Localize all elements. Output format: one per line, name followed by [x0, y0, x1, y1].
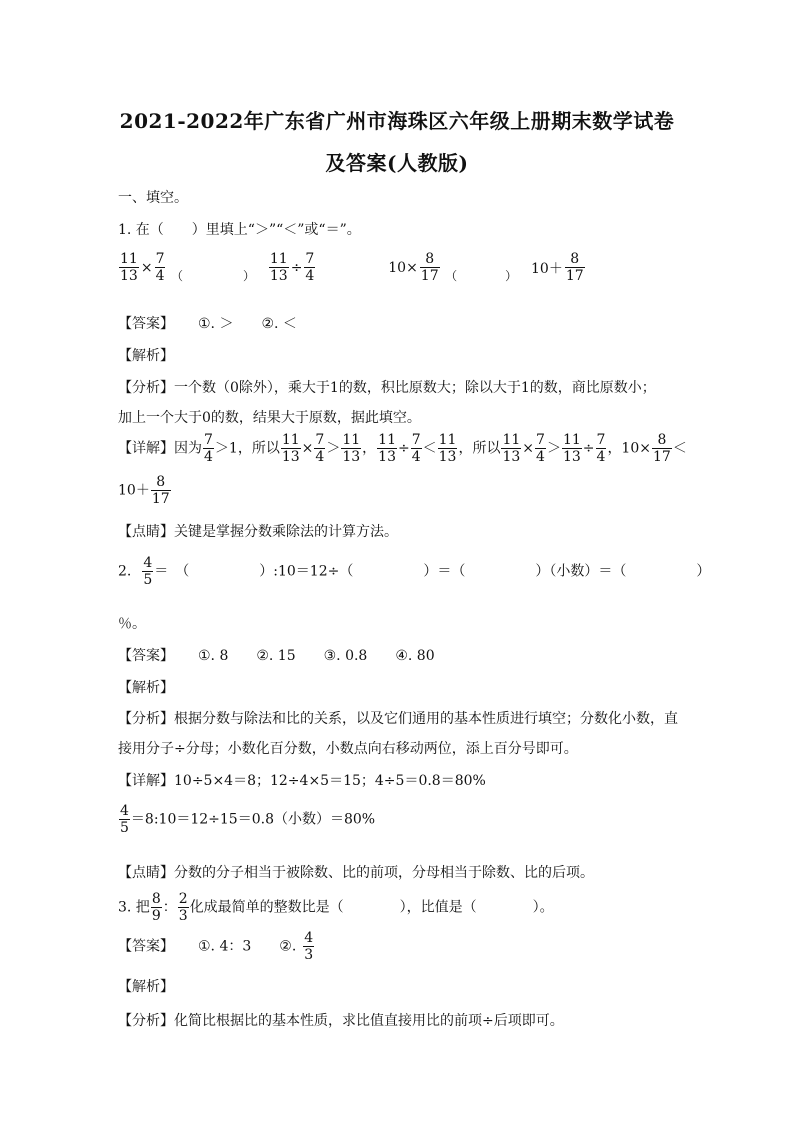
fraction: $\frac{11}{13}$ — [269, 251, 288, 285]
detail-label: 【详解】 — [118, 440, 174, 457]
question-text: 化成最简单的整数比是（ ），比值是（ ）。 — [189, 899, 554, 916]
detail-text: ，所以 — [458, 440, 501, 457]
fraction: $\frac{7}{4}$ — [155, 251, 165, 285]
operator: ＞ — [546, 440, 561, 457]
fraction: $\frac{7}{4}$ — [411, 432, 421, 466]
operator: ＞ — [326, 440, 341, 457]
answer-label: 【答案】 — [118, 938, 174, 955]
equation-text: ＝8:10＝12÷15＝0.8（小数）＝80% — [130, 811, 376, 828]
fraction: $\frac{11}{13}$ — [562, 432, 581, 466]
fraction: $\frac{8}{9}$ — [151, 891, 161, 925]
fraction: $\frac{8}{17}$ — [652, 432, 671, 466]
question-2-dianjing — [118, 862, 594, 882]
fenxi-text: 根据分数与除法和比的关系，以及它们通用的基本性质进行填空；分数化小数，直 — [174, 711, 678, 727]
document-title-line-1: 2021-2022年广东省广州市海珠区六年级上册期末数学试卷 — [119, 109, 675, 133]
answer-text: ①. 4：3 ②. — [198, 938, 297, 955]
detail-text: ， — [362, 440, 377, 457]
question-2-fenxi-cont: 接用分子÷分母；小数化百分数，小数点向右移动两位，添上百分号即可。 — [118, 741, 578, 757]
fraction: $\frac{7}{4}$ — [204, 432, 213, 466]
operator: 10× — [388, 259, 418, 276]
question-2-detail — [118, 770, 486, 790]
question-text: 3. 把 — [118, 899, 150, 916]
question-1-analysis-label: 【解析】 — [118, 348, 174, 364]
answer-text: ①. 8 ②. 15 ③. 0.8 ④. 80 — [198, 648, 435, 664]
question-1-fenxi — [118, 377, 656, 397]
fraction: $\frac{7}{4}$ — [596, 432, 606, 466]
question-3-fenxi — [118, 1010, 564, 1030]
answer-label: 【答案】 — [118, 316, 174, 332]
answer-label: 【答案】 — [118, 648, 174, 664]
fraction: $\frac{4}{5}$ — [143, 555, 153, 589]
operator: ÷ — [397, 440, 410, 457]
operator: × — [140, 259, 153, 276]
question-1-answer — [118, 313, 297, 333]
dianjing-text: 分数的分子相当于被除数、比的前项，分母相当于除数、比的后项。 — [174, 865, 594, 881]
operator: ＜ — [672, 440, 687, 457]
fraction: $\frac{7}{4}$ — [305, 251, 315, 285]
fraction: $\frac{11}{13}$ — [502, 432, 521, 466]
answer-blank[interactable]: （ ） — [445, 269, 518, 284]
question-1-prompt: 1. 在（ ）里填上“＞”“＜”或“＝”。 — [118, 222, 361, 238]
fenxi-label: 【分析】 — [118, 380, 174, 396]
document-title-line-2: 及答案(人教版) — [325, 151, 469, 175]
question-number: 2. — [118, 563, 132, 580]
fraction: $\frac{11}{13}$ — [281, 432, 300, 466]
fenxi-label: 【分析】 — [118, 711, 174, 727]
question-1-fenxi-cont: 加上一个大于0的数，结果大于原数，据此填空。 — [118, 410, 421, 426]
fenxi-text: 化简比根据比的基本性质，求比值直接用比的前项÷后项即可。 — [174, 1013, 564, 1029]
question-1-dianjing — [118, 521, 398, 541]
question-1-expressions — [118, 251, 586, 284]
fraction: $\frac{4}{5}$ — [120, 803, 129, 837]
dianjing-label: 【点睛】 — [118, 524, 174, 540]
detail-text: 因为 — [174, 440, 202, 457]
question-1-detail — [118, 432, 687, 465]
question-3-analysis-label: 【解析】 — [118, 979, 174, 995]
fraction: $\frac{7}{4}$ — [536, 432, 545, 466]
fraction: $\frac{11}{13}$ — [120, 251, 138, 285]
fenxi-text: 一个数（0除外），乘大于1的数，积比原数大；除以大于1的数，商比原数小； — [174, 380, 656, 396]
operator: ÷ — [290, 259, 303, 276]
dianjing-text: 关键是掌握分数乘除法的计算方法。 — [174, 524, 398, 540]
dianjing-label: 【点睛】 — [118, 865, 174, 881]
fenxi-label: 【分析】 — [118, 1013, 174, 1029]
detail-text: ，10× — [607, 440, 651, 457]
operator: ＜ — [422, 440, 437, 457]
fraction: $\frac{11}{13}$ — [378, 432, 396, 466]
fraction: $\frac{4}{3}$ — [304, 930, 314, 964]
question-text: ＝ （ ）:10＝12÷（ ）＝（ ）（小数）＝（ ） — [154, 563, 711, 580]
question-2-answer — [118, 645, 435, 665]
question-2-fenxi — [118, 708, 678, 728]
operator: 10＋ — [531, 260, 563, 277]
fraction: $\frac{8}{17}$ — [420, 251, 439, 285]
answer-text: ①. ＞ ②. ＜ — [198, 316, 297, 332]
detail-text: ＞1，所以 — [214, 440, 280, 457]
fraction: $\frac{8}{17}$ — [565, 251, 584, 285]
fraction: $\frac{2}{3}$ — [178, 891, 188, 925]
detail-label: 【详解】 — [118, 773, 174, 789]
operator: ÷ — [582, 440, 595, 457]
detail-text: 10＋ — [118, 482, 150, 499]
operator: ： — [162, 899, 177, 916]
question-2-equation — [118, 803, 375, 836]
operator: × — [301, 440, 314, 457]
question-2-analysis-label: 【解析】 — [118, 680, 174, 696]
question-2-percent: ％。 — [118, 616, 146, 632]
answer-blank[interactable]: （ ） — [170, 269, 255, 284]
fraction: $\frac{8}{17}$ — [151, 474, 170, 508]
operator: × — [522, 440, 535, 457]
question-3-prompt — [118, 891, 554, 924]
fraction: $\frac{7}{4}$ — [315, 432, 325, 466]
fraction: $\frac{11}{13}$ — [438, 432, 457, 466]
detail-text: 10÷5×4＝8；12÷4×5＝15；4÷5＝0.8＝80% — [174, 773, 486, 789]
section-heading: 一、填空。 — [118, 190, 188, 206]
question-2-prompt — [118, 555, 710, 588]
fraction: $\frac{11}{13}$ — [342, 432, 361, 466]
question-3-answer — [118, 930, 315, 963]
question-1-detail-cont — [118, 474, 172, 507]
